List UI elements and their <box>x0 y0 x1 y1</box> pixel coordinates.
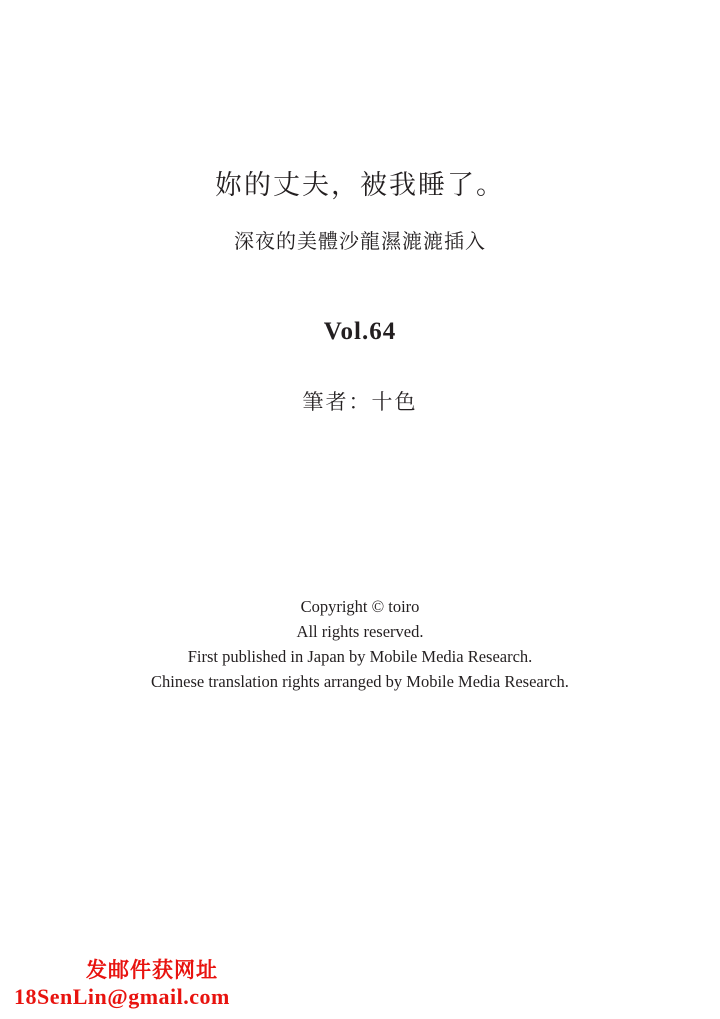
copyright-line: Chinese translation rights arranged by Mobile Media Research. <box>151 672 569 691</box>
watermark-email: 18SenLin@gmail.com <box>14 984 230 1009</box>
copyright-line: All rights reserved. <box>296 622 424 641</box>
title-block <box>0 168 720 254</box>
page-subtitle: 深夜的美體沙龍濕漉漉插入 <box>234 229 486 254</box>
copyright-block <box>0 594 720 694</box>
page-title: 妳的丈夫，被我睡了。 <box>215 170 505 201</box>
copyright-line: First published in Japan by Mobile Media Research. <box>187 647 533 666</box>
copyright-line: Copyright © toiro <box>300 597 420 616</box>
author-label: 筆者：十色 <box>302 390 418 414</box>
watermark-block <box>14 957 230 1011</box>
volume-label: Vol.64 <box>323 318 397 345</box>
watermark-notice: 发邮件获网址 <box>86 958 218 982</box>
